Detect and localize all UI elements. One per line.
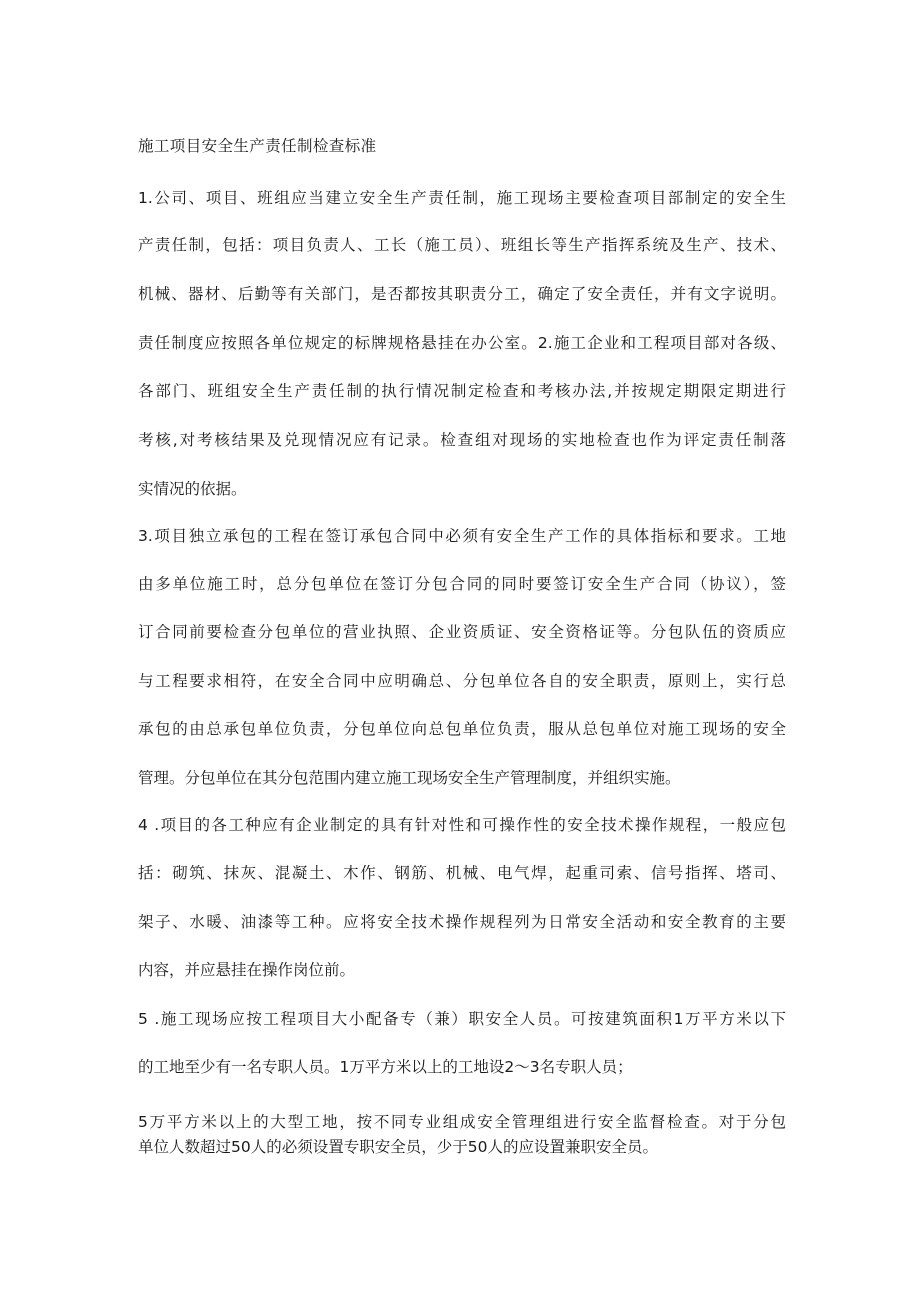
paragraph-line: 承包的由总承包单位负责，分包单位向总包单位负责，服从总包单位对施工现场的安全 xyxy=(138,720,786,738)
paragraph-line: 与工程要求相符，在安全合同中应明确总、分包单位各自的安全职责，原则上，实行总 xyxy=(138,672,786,690)
paragraph-line: 机械、器材、后勤等有关部门，是否都按其职责分工，确定了安全责任，并有文字说明。 xyxy=(138,285,786,303)
paragraph-line: 考核,对考核结果及兑现情况应有记录。检查组对现场的实地检查也作为评定责任制落 xyxy=(138,431,786,449)
paragraph-line: 1.公司、项目、班组应当建立安全生产责任制，施工现场主要检查项目部制定的安全生 xyxy=(138,189,786,207)
paragraph-line: 产责任制，包括：项目负责人、工长（施工员）、班组长等生产指挥系统及生产、技术、 xyxy=(138,236,786,254)
paragraph-line: 各部门、班组安全生产责任制的执行情况制定检查和考核办法,并按规定期限定期进行 xyxy=(138,382,786,400)
paragraph-line: 内容，并应悬挂在操作岗位前。 xyxy=(138,961,356,979)
paragraph-line: 单位人数超过50人的必须设置专职安全员，少于50人的应设置兼职安全员。 xyxy=(138,1138,658,1156)
paragraph-line: 4 .项目的各工种应有企业制定的具有针对性和可操作性的安全技术操作规程，一般应包 xyxy=(138,816,786,834)
paragraph-line: 5万平方米以上的大型工地，按不同专业组成安全管理组进行安全监督检查。对于分包 xyxy=(138,1113,786,1131)
paragraph-line: 订合同前要检查分包单位的营业执照、企业资质证、安全资格证等。分包队伍的资质应 xyxy=(138,623,786,641)
paragraph-line: 的工地至少有一名专职人员。1万平方米以上的工地设2～3名专职人员； xyxy=(138,1058,633,1076)
paragraph-line: 实情况的依据。 xyxy=(138,480,247,498)
paragraph-line: 3.项目独立承包的工程在签订承包合同中必须有安全生产工作的具体指标和要求。工地 xyxy=(138,527,786,545)
paragraph-line: 架子、水暖、油漆等工种。应将安全技术操作规程列为日常安全活动和安全教育的主要 xyxy=(138,913,786,931)
paragraph-line: 5 .施工现场应按工程项目大小配备专（兼）职安全人员。可按建筑面积1万平方米以下 xyxy=(138,1010,786,1028)
paragraph-line: 由多单位施工时，总分包单位在签订分包合同的同时要签订安全生产合同（协议），签 xyxy=(138,575,786,593)
paragraph-line: 管理。分包单位在其分包范围内建立施工现场安全生产管理制度，并组织实施。 xyxy=(138,769,681,787)
document-title: 施工项目安全生产责任制检查标准 xyxy=(138,137,377,155)
paragraph-line: 括：砌筑、抹灰、混凝土、木作、钢筋、机械、电气焊，起重司索、信号指挥、塔司、 xyxy=(138,864,786,882)
paragraph-line: 责任制度应按照各单位规定的标牌规格悬挂在办公室。2.施工企业和工程项目部对各级、 xyxy=(138,334,786,352)
